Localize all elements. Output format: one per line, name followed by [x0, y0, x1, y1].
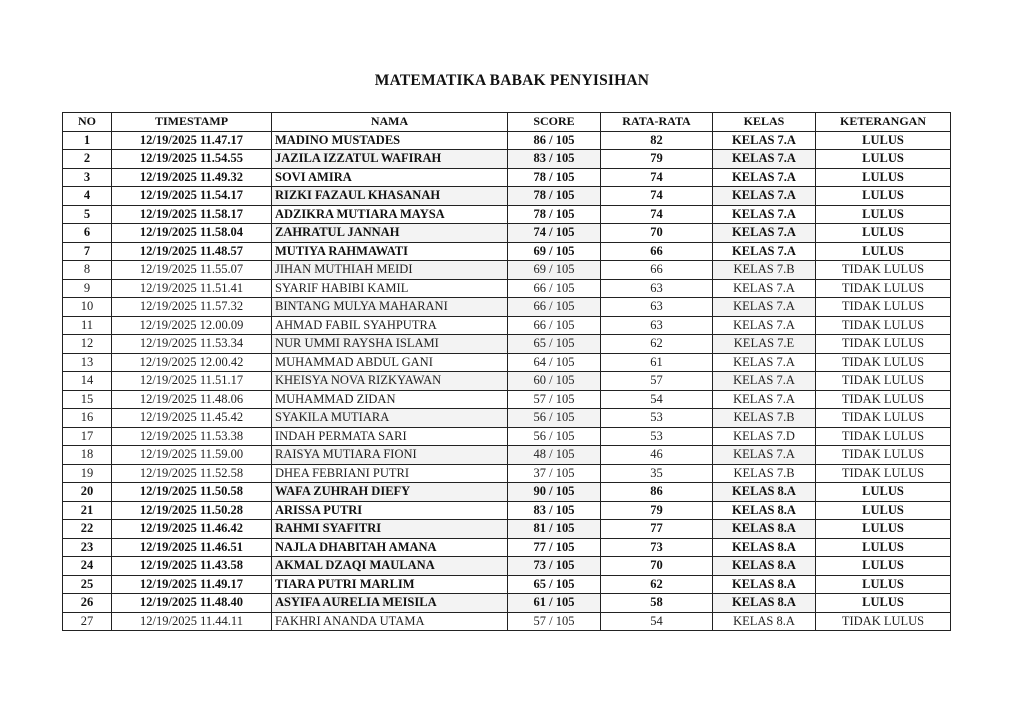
cell-rata-rata: 82	[601, 131, 713, 150]
cell-nama: JIHAN MUTHIAH MEIDI	[272, 261, 508, 280]
cell-rata-rata: 61	[601, 353, 713, 372]
cell-no: 4	[63, 187, 112, 206]
cell-no: 23	[63, 538, 112, 557]
cell-score: 78 / 105	[508, 205, 601, 224]
cell-kelas: KELAS 7.A	[713, 316, 816, 335]
cell-keterangan: LULUS	[816, 205, 951, 224]
table-row	[63, 279, 951, 298]
cell-score: 66 / 105	[508, 298, 601, 317]
cell-score: 65 / 105	[508, 575, 601, 594]
cell-timestamp: 12/19/2025 11.46.42	[112, 520, 272, 539]
cell-keterangan: TIDAK LULUS	[816, 279, 951, 298]
cell-kelas: KELAS 8.A	[713, 594, 816, 613]
cell-score: 83 / 105	[508, 150, 601, 169]
cell-score: 78 / 105	[508, 168, 601, 187]
cell-no: 19	[63, 464, 112, 483]
cell-keterangan: LULUS	[816, 575, 951, 594]
column-header-nama: NAMA	[272, 113, 508, 132]
cell-score: 65 / 105	[508, 335, 601, 354]
cell-rata-rata: 63	[601, 298, 713, 317]
cell-keterangan: LULUS	[816, 131, 951, 150]
cell-kelas: KELAS 7.B	[713, 409, 816, 428]
cell-no: 10	[63, 298, 112, 317]
cell-timestamp: 12/19/2025 11.51.41	[112, 279, 272, 298]
cell-kelas: KELAS 7.A	[713, 224, 816, 243]
cell-rata-rata: 62	[601, 575, 713, 594]
cell-rata-rata: 58	[601, 594, 713, 613]
table-row	[63, 205, 951, 224]
cell-score: 60 / 105	[508, 372, 601, 391]
cell-nama: AHMAD FABIL SYAHPUTRA	[272, 316, 508, 335]
cell-nama: SYAKILA MUTIARA	[272, 409, 508, 428]
cell-keterangan: LULUS	[816, 168, 951, 187]
cell-rata-rata: 66	[601, 261, 713, 280]
page-title: MATEMATIKA BABAK PENYISIHAN	[374, 72, 650, 89]
cell-kelas: KELAS 7.B	[713, 261, 816, 280]
cell-kelas: KELAS 7.A	[713, 242, 816, 261]
table-row	[63, 594, 951, 613]
cell-keterangan: TIDAK LULUS	[816, 446, 951, 465]
cell-rata-rata: 77	[601, 520, 713, 539]
cell-timestamp: 12/19/2025 11.54.55	[112, 150, 272, 169]
cell-keterangan: TIDAK LULUS	[816, 372, 951, 391]
cell-kelas: KELAS 7.A	[713, 390, 816, 409]
table-row	[63, 150, 951, 169]
table-row	[63, 409, 951, 428]
cell-keterangan: LULUS	[816, 483, 951, 502]
table-row	[63, 483, 951, 502]
cell-nama: ZAHRATUL JANNAH	[272, 224, 508, 243]
cell-timestamp: 12/19/2025 11.48.57	[112, 242, 272, 261]
table-row	[63, 335, 951, 354]
cell-keterangan: LULUS	[816, 520, 951, 539]
cell-nama: KHEISYA NOVA RIZKYAWAN	[272, 372, 508, 391]
cell-timestamp: 12/19/2025 11.46.51	[112, 538, 272, 557]
cell-score: 74 / 105	[508, 224, 601, 243]
cell-nama: BINTANG MULYA MAHARANI	[272, 298, 508, 317]
cell-score: 57 / 105	[508, 612, 601, 631]
cell-score: 66 / 105	[508, 316, 601, 335]
cell-no: 26	[63, 594, 112, 613]
cell-kelas: KELAS 7.A	[713, 168, 816, 187]
cell-kelas: KELAS 8.A	[713, 612, 816, 631]
cell-nama: TIARA PUTRI MARLIM	[272, 575, 508, 594]
cell-keterangan: TIDAK LULUS	[816, 353, 951, 372]
cell-no: 12	[63, 335, 112, 354]
cell-nama: DHEA FEBRIANI PUTRI	[272, 464, 508, 483]
cell-no: 20	[63, 483, 112, 502]
cell-kelas: KELAS 7.A	[713, 372, 816, 391]
cell-kelas: KELAS 7.A	[713, 131, 816, 150]
cell-kelas: KELAS 8.A	[713, 520, 816, 539]
table-row	[63, 224, 951, 243]
column-header-score: SCORE	[508, 113, 601, 132]
cell-keterangan: LULUS	[816, 224, 951, 243]
cell-timestamp: 12/19/2025 12.00.42	[112, 353, 272, 372]
cell-timestamp: 12/19/2025 11.45.42	[112, 409, 272, 428]
cell-no: 5	[63, 205, 112, 224]
table-row	[63, 261, 951, 280]
cell-no: 24	[63, 557, 112, 576]
cell-no: 8	[63, 261, 112, 280]
cell-keterangan: TIDAK LULUS	[816, 316, 951, 335]
cell-rata-rata: 70	[601, 557, 713, 576]
cell-score: 66 / 105	[508, 279, 601, 298]
table-row	[63, 427, 951, 446]
cell-rata-rata: 53	[601, 427, 713, 446]
cell-timestamp: 12/19/2025 11.53.38	[112, 427, 272, 446]
cell-timestamp: 12/19/2025 11.50.28	[112, 501, 272, 520]
cell-nama: FAKHRI ANANDA UTAMA	[272, 612, 508, 631]
cell-kelas: KELAS 8.A	[713, 501, 816, 520]
cell-timestamp: 12/19/2025 11.49.17	[112, 575, 272, 594]
cell-keterangan: TIDAK LULUS	[816, 612, 951, 631]
cell-timestamp: 12/19/2025 11.48.40	[112, 594, 272, 613]
table-row	[63, 242, 951, 261]
cell-kelas: KELAS 7.B	[713, 464, 816, 483]
cell-rata-rata: 62	[601, 335, 713, 354]
cell-score: 57 / 105	[508, 390, 601, 409]
cell-score: 48 / 105	[508, 446, 601, 465]
table-header-row	[63, 113, 951, 132]
table-row	[63, 298, 951, 317]
cell-score: 64 / 105	[508, 353, 601, 372]
cell-keterangan: LULUS	[816, 187, 951, 206]
cell-no: 14	[63, 372, 112, 391]
cell-kelas: KELAS 8.A	[713, 483, 816, 502]
table-row	[63, 557, 951, 576]
cell-nama: ADZIKRA MUTIARA MAYSA	[272, 205, 508, 224]
column-header-kelas: KELAS	[713, 113, 816, 132]
cell-nama: INDAH PERMATA SARI	[272, 427, 508, 446]
cell-no: 7	[63, 242, 112, 261]
cell-nama: AKMAL DZAQI MAULANA	[272, 557, 508, 576]
cell-kelas: KELAS 8.A	[713, 575, 816, 594]
cell-no: 16	[63, 409, 112, 428]
column-header-timestamp: TIMESTAMP	[112, 113, 272, 132]
table-row	[63, 501, 951, 520]
cell-keterangan: TIDAK LULUS	[816, 298, 951, 317]
cell-rata-rata: 46	[601, 446, 713, 465]
cell-nama: MUTIYA RAHMAWATI	[272, 242, 508, 261]
cell-score: 69 / 105	[508, 261, 601, 280]
cell-rata-rata: 35	[601, 464, 713, 483]
cell-nama: RIZKI FAZAUL KHASANAH	[272, 187, 508, 206]
table-row	[63, 538, 951, 557]
cell-kelas: KELAS 7.D	[713, 427, 816, 446]
cell-keterangan: LULUS	[816, 501, 951, 520]
cell-nama: MUHAMMAD ABDUL GANI	[272, 353, 508, 372]
cell-kelas: KELAS 8.A	[713, 538, 816, 557]
cell-nama: NUR UMMI RAYSHA ISLAMI	[272, 335, 508, 354]
cell-keterangan: TIDAK LULUS	[816, 261, 951, 280]
column-header-keterangan: KETERANGAN	[816, 113, 951, 132]
cell-nama: ARISSA PUTRI	[272, 501, 508, 520]
cell-rata-rata: 63	[601, 279, 713, 298]
cell-rata-rata: 66	[601, 242, 713, 261]
cell-nama: SOVI AMIRA	[272, 168, 508, 187]
cell-no: 11	[63, 316, 112, 335]
cell-score: 78 / 105	[508, 187, 601, 206]
cell-keterangan: TIDAK LULUS	[816, 390, 951, 409]
cell-timestamp: 12/19/2025 11.48.06	[112, 390, 272, 409]
cell-nama: MADINO MUSTADES	[272, 131, 508, 150]
cell-no: 3	[63, 168, 112, 187]
table-row	[63, 168, 951, 187]
cell-rata-rata: 79	[601, 150, 713, 169]
cell-kelas: KELAS 7.A	[713, 187, 816, 206]
cell-no: 9	[63, 279, 112, 298]
cell-keterangan: LULUS	[816, 242, 951, 261]
cell-rata-rata: 53	[601, 409, 713, 428]
column-header-rata-rata: RATA-RATA	[601, 113, 713, 132]
cell-nama: ASYIFA AURELIA MEISILA	[272, 594, 508, 613]
cell-timestamp: 12/19/2025 12.00.09	[112, 316, 272, 335]
table-row	[63, 131, 951, 150]
cell-timestamp: 12/19/2025 11.55.07	[112, 261, 272, 280]
cell-no: 15	[63, 390, 112, 409]
cell-kelas: KELAS 7.A	[713, 279, 816, 298]
cell-no: 18	[63, 446, 112, 465]
cell-timestamp: 12/19/2025 11.59.00	[112, 446, 272, 465]
cell-score: 81 / 105	[508, 520, 601, 539]
cell-nama: MUHAMMAD ZIDAN	[272, 390, 508, 409]
cell-rata-rata: 73	[601, 538, 713, 557]
cell-no: 25	[63, 575, 112, 594]
cell-no: 6	[63, 224, 112, 243]
cell-kelas: KELAS 7.A	[713, 150, 816, 169]
cell-keterangan: TIDAK LULUS	[816, 464, 951, 483]
cell-timestamp: 12/19/2025 11.53.34	[112, 335, 272, 354]
table-row	[63, 372, 951, 391]
results-table	[62, 112, 951, 631]
table-row	[63, 316, 951, 335]
cell-nama: SYARIF HABIBI KAMIL	[272, 279, 508, 298]
cell-rata-rata: 54	[601, 612, 713, 631]
column-header-no: NO	[63, 113, 112, 132]
cell-nama: JAZILA IZZATUL WAFIRAH	[272, 150, 508, 169]
cell-timestamp: 12/19/2025 11.58.17	[112, 205, 272, 224]
cell-rata-rata: 57	[601, 372, 713, 391]
cell-timestamp: 12/19/2025 11.58.04	[112, 224, 272, 243]
cell-rata-rata: 79	[601, 501, 713, 520]
cell-keterangan: TIDAK LULUS	[816, 427, 951, 446]
cell-score: 69 / 105	[508, 242, 601, 261]
cell-score: 37 / 105	[508, 464, 601, 483]
cell-kelas: KELAS 7.E	[713, 335, 816, 354]
cell-rata-rata: 86	[601, 483, 713, 502]
cell-no: 13	[63, 353, 112, 372]
cell-rata-rata: 74	[601, 205, 713, 224]
cell-timestamp: 12/19/2025 11.54.17	[112, 187, 272, 206]
table-row	[63, 520, 951, 539]
cell-no: 2	[63, 150, 112, 169]
cell-score: 77 / 105	[508, 538, 601, 557]
cell-kelas: KELAS 7.A	[713, 446, 816, 465]
cell-kelas: KELAS 7.A	[713, 298, 816, 317]
cell-nama: RAHMI SYAFITRI	[272, 520, 508, 539]
cell-timestamp: 12/19/2025 11.57.32	[112, 298, 272, 317]
cell-timestamp: 12/19/2025 11.47.17	[112, 131, 272, 150]
cell-keterangan: LULUS	[816, 150, 951, 169]
table-row	[63, 353, 951, 372]
cell-rata-rata: 63	[601, 316, 713, 335]
cell-timestamp: 12/19/2025 11.43.58	[112, 557, 272, 576]
cell-rata-rata: 70	[601, 224, 713, 243]
table-row	[63, 390, 951, 409]
cell-kelas: KELAS 8.A	[713, 557, 816, 576]
cell-no: 1	[63, 131, 112, 150]
cell-nama: NAJLA DHABITAH AMANA	[272, 538, 508, 557]
cell-kelas: KELAS 7.A	[713, 353, 816, 372]
table-row	[63, 464, 951, 483]
cell-score: 56 / 105	[508, 409, 601, 428]
cell-rata-rata: 74	[601, 187, 713, 206]
cell-score: 90 / 105	[508, 483, 601, 502]
cell-nama: RAISYA MUTIARA FIONI	[272, 446, 508, 465]
cell-timestamp: 12/19/2025 11.50.58	[112, 483, 272, 502]
cell-kelas: KELAS 7.A	[713, 205, 816, 224]
cell-score: 61 / 105	[508, 594, 601, 613]
cell-score: 83 / 105	[508, 501, 601, 520]
cell-score: 86 / 105	[508, 131, 601, 150]
cell-timestamp: 12/19/2025 11.52.58	[112, 464, 272, 483]
table-row	[63, 187, 951, 206]
cell-no: 27	[63, 612, 112, 631]
cell-score: 73 / 105	[508, 557, 601, 576]
cell-no: 22	[63, 520, 112, 539]
table-row	[63, 446, 951, 465]
cell-rata-rata: 74	[601, 168, 713, 187]
cell-keterangan: LULUS	[816, 538, 951, 557]
cell-keterangan: LULUS	[816, 557, 951, 576]
cell-score: 56 / 105	[508, 427, 601, 446]
cell-keterangan: TIDAK LULUS	[816, 335, 951, 354]
table-body	[63, 131, 951, 631]
cell-keterangan: LULUS	[816, 594, 951, 613]
cell-timestamp: 12/19/2025 11.44.11	[112, 612, 272, 631]
cell-timestamp: 12/19/2025 11.51.17	[112, 372, 272, 391]
cell-no: 21	[63, 501, 112, 520]
cell-nama: WAFA ZUHRAH DIEFY	[272, 483, 508, 502]
cell-timestamp: 12/19/2025 11.49.32	[112, 168, 272, 187]
table-row	[63, 612, 951, 631]
cell-keterangan: TIDAK LULUS	[816, 409, 951, 428]
cell-no: 17	[63, 427, 112, 446]
cell-rata-rata: 54	[601, 390, 713, 409]
table-row	[63, 575, 951, 594]
